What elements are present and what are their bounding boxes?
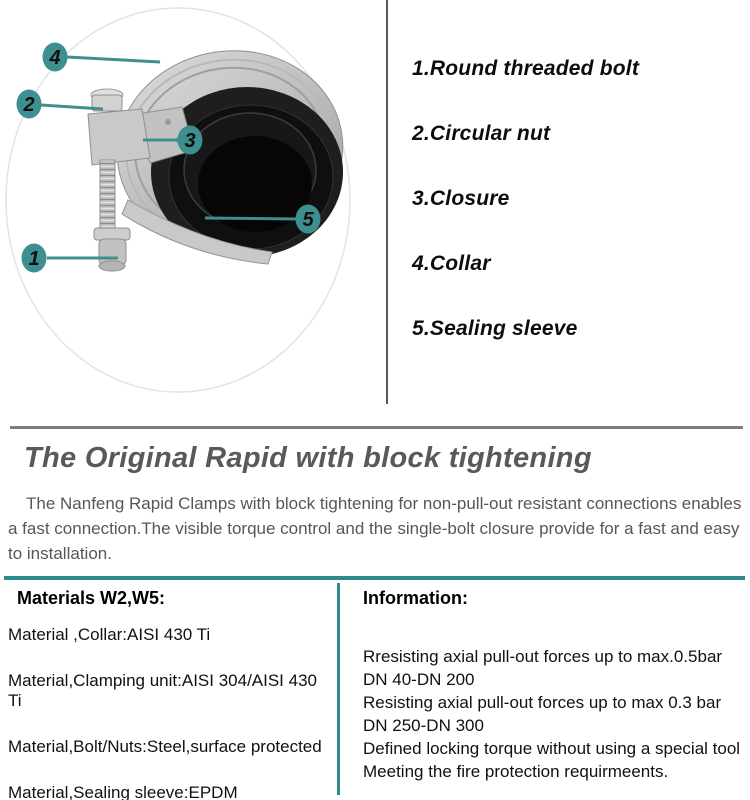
intro-line: a fast connection.The visible torque control and the single-bolt closure provide for a fast and easy	[8, 519, 740, 538]
information-column	[363, 588, 745, 783]
callout-badge-1-label: 1	[28, 248, 40, 270]
intro-paragraph	[8, 491, 746, 566]
section-divider-teal	[4, 576, 745, 580]
callout-line-5	[205, 218, 296, 219]
material-item: Material,Clamping unit:AISI 304/AISI 430 Ti	[8, 671, 317, 710]
information-heading: Information:	[363, 588, 468, 608]
parts-list-item: 3.Closure	[412, 186, 510, 210]
page-title: The Original Rapid with block tightening	[24, 442, 592, 474]
parts-list-item: 5.Sealing sleeve	[412, 316, 578, 340]
parts-list-item: 4.Collar	[412, 251, 491, 275]
callout-badge-4-label: 4	[49, 47, 61, 69]
column-divider-teal	[337, 583, 340, 795]
information-line: DN 40-DN 200	[363, 670, 475, 689]
information-line: DN 250-DN 300	[363, 716, 484, 735]
material-item: Material,Bolt/Nuts:Steel,surface protected	[8, 737, 322, 756]
parts-list	[412, 36, 742, 361]
information-line: Meeting the fire protection requirmeents.	[363, 762, 669, 781]
callout-badge-3-label: 3	[184, 130, 196, 152]
materials-column	[8, 588, 333, 800]
callout-badge-5-label: 5	[302, 209, 314, 231]
materials-heading: Materials W2,W5:	[17, 588, 166, 608]
intro-line: to installation.	[8, 544, 112, 563]
information-line: Rresisting axial pull-out forces up to max.0.5bar	[363, 647, 723, 666]
clamp-diagram	[0, 0, 386, 410]
material-item: Material,Sealing sleeve:EPDM	[8, 783, 238, 800]
vertical-divider	[386, 0, 388, 404]
clamp-illustration	[0, 0, 386, 410]
parts-list-item: 2.Circular nut	[412, 121, 551, 145]
section-divider-gray	[10, 426, 743, 429]
callout-badge-2-label: 2	[23, 94, 35, 116]
information-line: Resisting axial pull-out forces up to max 0.3 bar	[363, 693, 722, 712]
parts-list-item: 1.Round threaded bolt	[412, 56, 640, 80]
information-line: Defined locking torque without using a special tool	[363, 739, 741, 758]
intro-line: The Nanfeng Rapid Clamps with block tightening for non-pull-out resistant connections enables	[26, 494, 742, 513]
material-item: Material ,Collar:AISI 430 Ti	[8, 625, 211, 644]
